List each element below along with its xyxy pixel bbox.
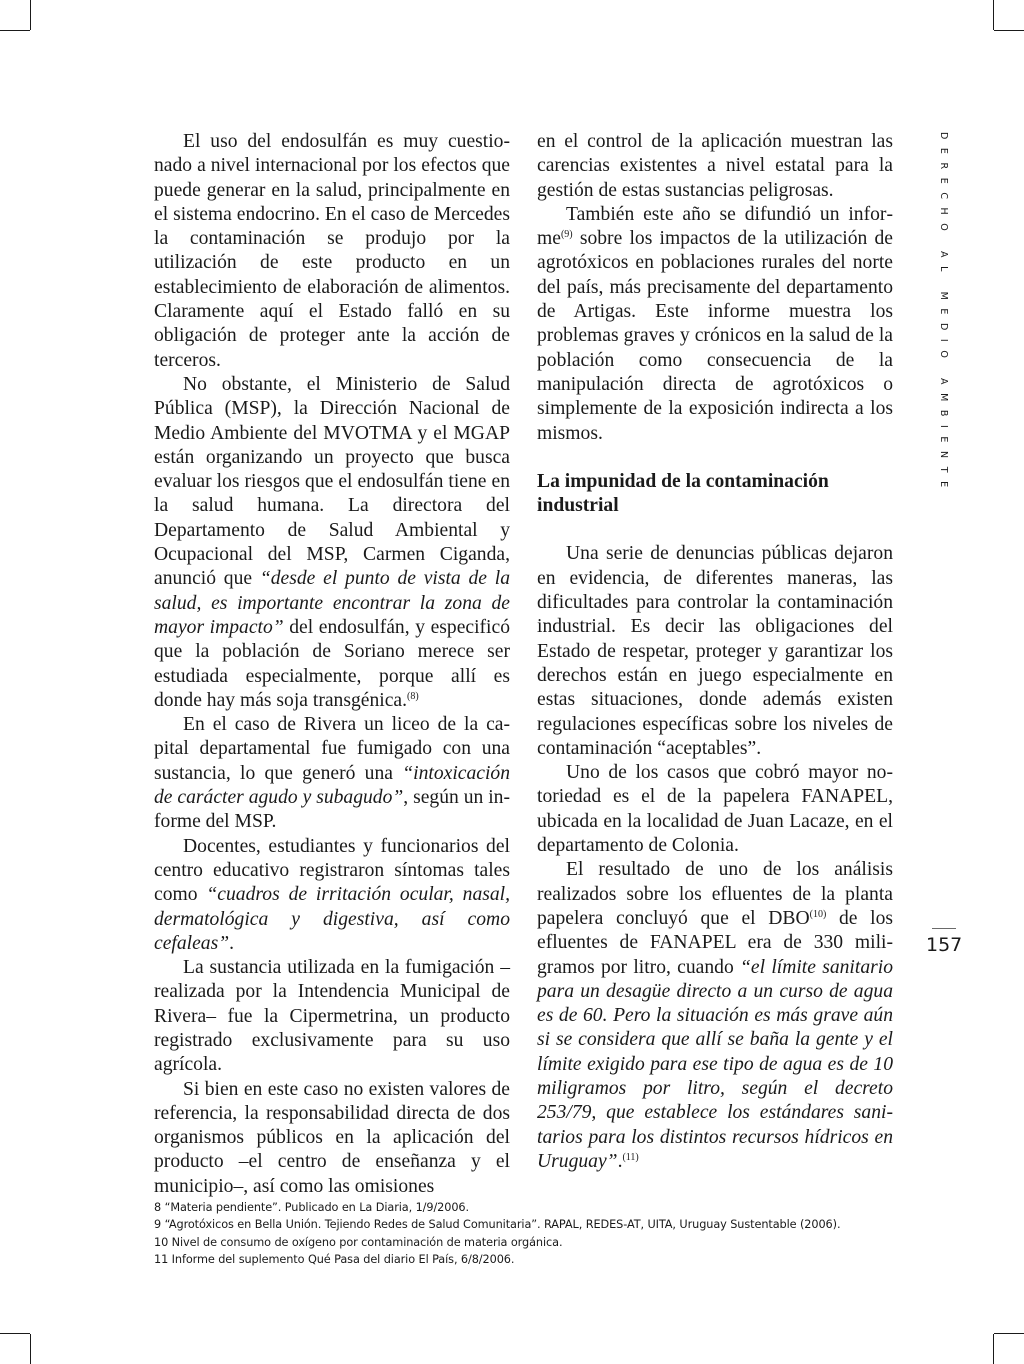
text-run: Una serie de denuncias públicas dejaron en evidencia, de diferentes maneras, las dificultades para controlar la contaminación industrial. Es decir las obligaciones del Estado de respetar, proteger y garantizar los derechos están en juego especialmente en estas situaciones, donde además existen regulaciones específicas sobre los niveles de contaminación “aceptables”. <box>537 543 893 759</box>
crop-mark-bottom-right-h <box>994 1333 1024 1334</box>
page-number: 157 <box>926 934 963 956</box>
right-column-bottom <box>537 542 893 1174</box>
footnote: 8 “Materia pendiente”. Publicado en La Diaria, 1/9/2006. <box>154 1201 470 1214</box>
page-number-rule <box>932 928 956 929</box>
paragraph <box>537 858 893 1174</box>
footnote: 11 Informe del suplemento Qué Pasa del diario El País, 6/8/2006. <box>154 1252 515 1266</box>
paragraph <box>537 130 893 203</box>
paragraph <box>537 761 893 858</box>
footnote-reference: (8) <box>407 690 419 702</box>
section-heading: La impunidad de la contaminación industrial <box>537 470 829 517</box>
right-column <box>537 130 893 1174</box>
text-run: . <box>617 1150 623 1172</box>
crop-mark-bottom-left-v <box>30 1334 31 1364</box>
right-column-top <box>537 130 893 446</box>
quote-text: “desde el punto de vista de la salud, es importante encontrar la zona de mayor impacto” <box>154 568 510 638</box>
footnote: 10 Nivel de consumo de oxígeno por contaminación de materia orgánica. <box>154 1235 563 1249</box>
paragraph <box>154 956 510 1077</box>
quote-text: “intoxicación de carácter agudo y subagudo” <box>154 762 510 809</box>
crop-mark-bottom-right-v <box>993 1334 994 1364</box>
running-head: DERECHO AL MEDIO AMBIENTE <box>938 132 949 496</box>
paragraph <box>154 1078 510 1199</box>
text-run: Uno de los casos que cobró mayor notoriedad es el de la papelera FANAPEL, ubicada en la localidad de Juan Lacaze, en el departamento de Colonia. <box>537 762 893 857</box>
paragraph <box>154 373 510 713</box>
text-run: El uso del endosulfán es muy cuestionado a nivel internacional por los efectos que puede generar en la salud, principalmente en el sistema endocrino. En el caso de Mercedes la contaminación se produjo por la utilización de este producto en un establecimiento de elaboración de alimentos. Claramente aquí el Estado falló en su obligación de proteger ante la acción de terceros. <box>154 131 510 371</box>
footnote-reference: (9) <box>560 229 573 241</box>
left-column <box>154 130 510 1199</box>
footnote: 9 “Agrotóxicos en Bella Unión. Tejiendo Redes de Salud Comunitaria”. RAPAL, REDES-AT, UITA, Uruguay Sustentable (2006). <box>154 1218 841 1232</box>
paragraph <box>154 713 510 834</box>
quote-text: “el límite sanitario para un desagüe directo a un curso de agua es de 60. Pero la situación es más grave aún si se considera que allí se baña la gente y el límite exigido para ese tipo de agua es de 10 miligramos por litro, según el decreto 253/79, que establece los estándares sanitarios para los distintos recursos hídricos en Uruguay” <box>537 956 893 1172</box>
crop-mark-top-left-v <box>30 0 31 30</box>
footnotes <box>154 1199 914 1268</box>
paragraph <box>537 542 893 761</box>
text-run: Si bien en este caso no existen valores de referencia, la responsabilidad directa de dos organismos públicos en la aplicación del producto –el centro de enseñanza y el municipio–, así como las omisiones <box>154 1078 510 1197</box>
footnote-reference: (10) <box>809 908 827 920</box>
text-run: del endosulfán, y especificó que la población de Soriano merece ser estudiada especialmente, porque allí es donde hay más soja transgénica. <box>154 616 510 711</box>
text-run: No obstante, el Ministerio de Salud Pública (MSP), la Dirección Nacional de Medio Ambiente del MVOTMA y el MGAP están organizando un proyecto que busca evaluar los riesgos que el endosulfán tiene en la salud humana. La directora del Departamento de Salud Ambiental y Ocupacional del MSP, Carmen Ciganda, anunció que <box>154 373 510 590</box>
paragraph <box>154 835 510 956</box>
text-run: La sustancia utilizada en la fumigación –realizada por la Intendencia Municipal de Rivera– fue la Cipermetrina, un producto registrado exclusivamente para su uso agrícola. <box>154 957 510 1076</box>
text-run: . <box>229 932 234 954</box>
text-run: sobre los impactos de la utilización de agrotóxicos en poblaciones rurales del norte del país, más precisamente del departamento de Artigas. Este informe muestra los problemas graves y crónicos en la salud de la población como consecuencia de la manipulación directa de agrotóxicos o simplemente de la exposición indirecta a los mismos. <box>537 228 893 444</box>
crop-mark-bottom-left-h <box>0 1333 30 1334</box>
text-run: en el control de la aplicación muestran las carencias existentes a nivel estatal para la gestión de estas sustancias peligrosas. <box>537 131 893 201</box>
text-run: Docentes, estudiantes y funcionarios del centro educativo registraron síntomas tales como <box>154 835 510 906</box>
footnote-reference: (11) <box>622 1151 639 1163</box>
crop-mark-top-right-h <box>994 30 1024 31</box>
text-run: , según un informe del MSP. <box>154 787 511 833</box>
quote-text: “cuadros de irritación ocular, nasal, dermatológica y digestiva, así como cefaleas” <box>154 884 511 954</box>
text-run: de los efluentes de FANAPEL era de 330 miligramos por litro, cuando <box>537 907 893 978</box>
crop-mark-top-left-h <box>0 30 30 31</box>
text-run: En el caso de Rivera un liceo de la capital departamental fue fumigado con una sustancia, lo que generó una <box>154 714 510 784</box>
text-run: También este año se difundió un informe <box>537 203 893 250</box>
crop-mark-top-right-v <box>993 0 994 30</box>
text-run: El resultado de uno de los análisis realizados sobre los efluentes de la planta papelera concluyó que el DBO <box>537 859 893 929</box>
paragraph <box>537 203 893 446</box>
paragraph <box>154 130 510 373</box>
